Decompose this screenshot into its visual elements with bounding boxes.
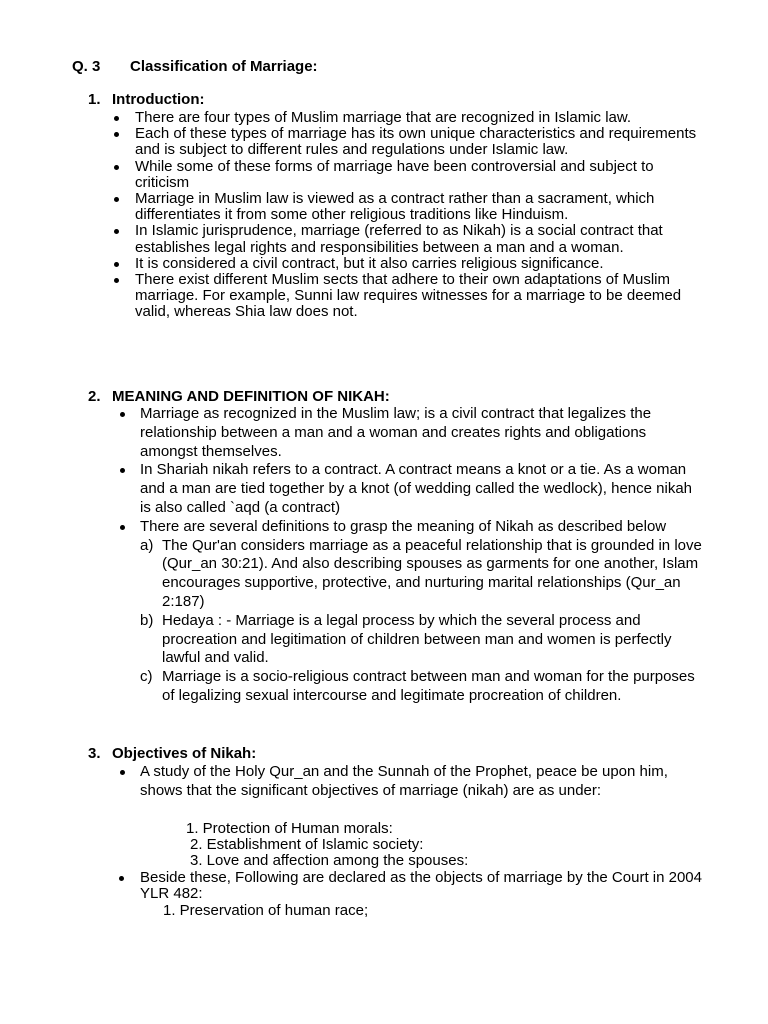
list-item-text: There are several definitions to grasp the meaning of Nikah as described below bbox=[140, 517, 667, 535]
definition-item bbox=[140, 537, 703, 612]
list-item: There exist different Muslim sects that adhere to their own adaptations of Muslim marriage. For example, Sunni law requires witnesses for a marriage to be deemed valid, whereas Shia law does not. bbox=[113, 272, 703, 321]
list-item: It is considered a civil contract, but it also carries religious significance. bbox=[113, 256, 703, 272]
definition-item bbox=[140, 612, 703, 668]
objectives-list bbox=[118, 763, 703, 801]
list-item: Marriage as recognized in the Muslim law; is a civil contract that legalizes the relationship between a man and a woman and creates rights and obligations amongst themselves. bbox=[118, 405, 703, 461]
list-item: In Shariah nikah refers to a contract. A contract means a knot or a tie. As a woman and a man are tied together by a knot (of wedding called the wedlock), hence nikah is also called `aqd (a contract) bbox=[118, 461, 703, 517]
definitions-list bbox=[140, 537, 703, 706]
question-number: Q. 3 bbox=[72, 58, 101, 75]
section-number: 2. bbox=[88, 388, 101, 405]
section-title: Introduction: bbox=[112, 91, 205, 108]
section-title: Objectives of Nikah: bbox=[112, 745, 257, 762]
section-heading-meaning bbox=[88, 388, 390, 405]
list-item: Each of these types of marriage has its own unique characteristics and requirements and is subject to different rules and regulations under Islamic law. bbox=[113, 126, 703, 158]
objective-item: 1. Protection of Human morals: bbox=[186, 820, 393, 837]
section-heading-introduction bbox=[88, 91, 204, 108]
section-number: 3. bbox=[88, 745, 101, 762]
introduction-list bbox=[113, 110, 703, 321]
list-item: Beside these, Following are declared as the objects of marriage by the Court in 2004 YLR 482: bbox=[118, 870, 703, 902]
section-heading-objectives bbox=[88, 745, 256, 762]
definition-text: Marriage is a socio-religious contract between man and woman for the purposes of legalizing sexual intercourse and legitimate procreation of children. bbox=[162, 668, 695, 704]
objective-item: 3. Love and affection among the spouses: bbox=[190, 852, 469, 869]
list-item: A study of the Holy Qur_an and the Sunnah of the Prophet, peace be upon him, shows that the significant objectives of marriage (nikah) are as under: bbox=[118, 763, 703, 801]
question-title bbox=[72, 58, 318, 75]
definition-text: The Qur'an considers marriage as a peaceful relationship that is grounded in love (Qur_an 30:21). And also describing spouses as garments for one another, Islam encourages supportive, protective, and nurturing marital relationships (Qur_an 2:187) bbox=[162, 536, 702, 610]
definition-item bbox=[140, 668, 703, 706]
list-item: In Islamic jurisprudence, marriage (referred to as Nikah) is a social contract that establishes legal rights and responsibilities between a man and a woman. bbox=[113, 223, 703, 255]
list-item: Marriage in Muslim law is viewed as a contract rather than a sacrament, which differentiates it from some other religious traditions like Hinduism. bbox=[113, 191, 703, 223]
question-heading: Classification of Marriage: bbox=[130, 58, 318, 75]
definition-marker: c) bbox=[140, 668, 153, 686]
court-objectives-list bbox=[118, 870, 703, 902]
definition-text: Hedaya : - Marriage is a legal process by which the several process and procreation and legitimation of children between man and women is perfectly lawful and valid. bbox=[162, 611, 672, 667]
section-number: 1. bbox=[88, 91, 101, 108]
meaning-list bbox=[118, 405, 703, 706]
list-item bbox=[118, 518, 703, 706]
section-title: MEANING AND DEFINITION OF NIKAH: bbox=[112, 388, 390, 405]
list-item: There are four types of Muslim marriage that are recognized in Islamic law. bbox=[113, 110, 703, 126]
court-objective-item: 1. Preservation of human race; bbox=[163, 902, 369, 919]
list-item: While some of these forms of marriage have been controversial and subject to criticism bbox=[113, 159, 703, 191]
definition-marker: b) bbox=[140, 611, 154, 629]
objective-item: 2. Establishment of Islamic society: bbox=[190, 836, 424, 853]
definition-marker: a) bbox=[140, 536, 154, 554]
